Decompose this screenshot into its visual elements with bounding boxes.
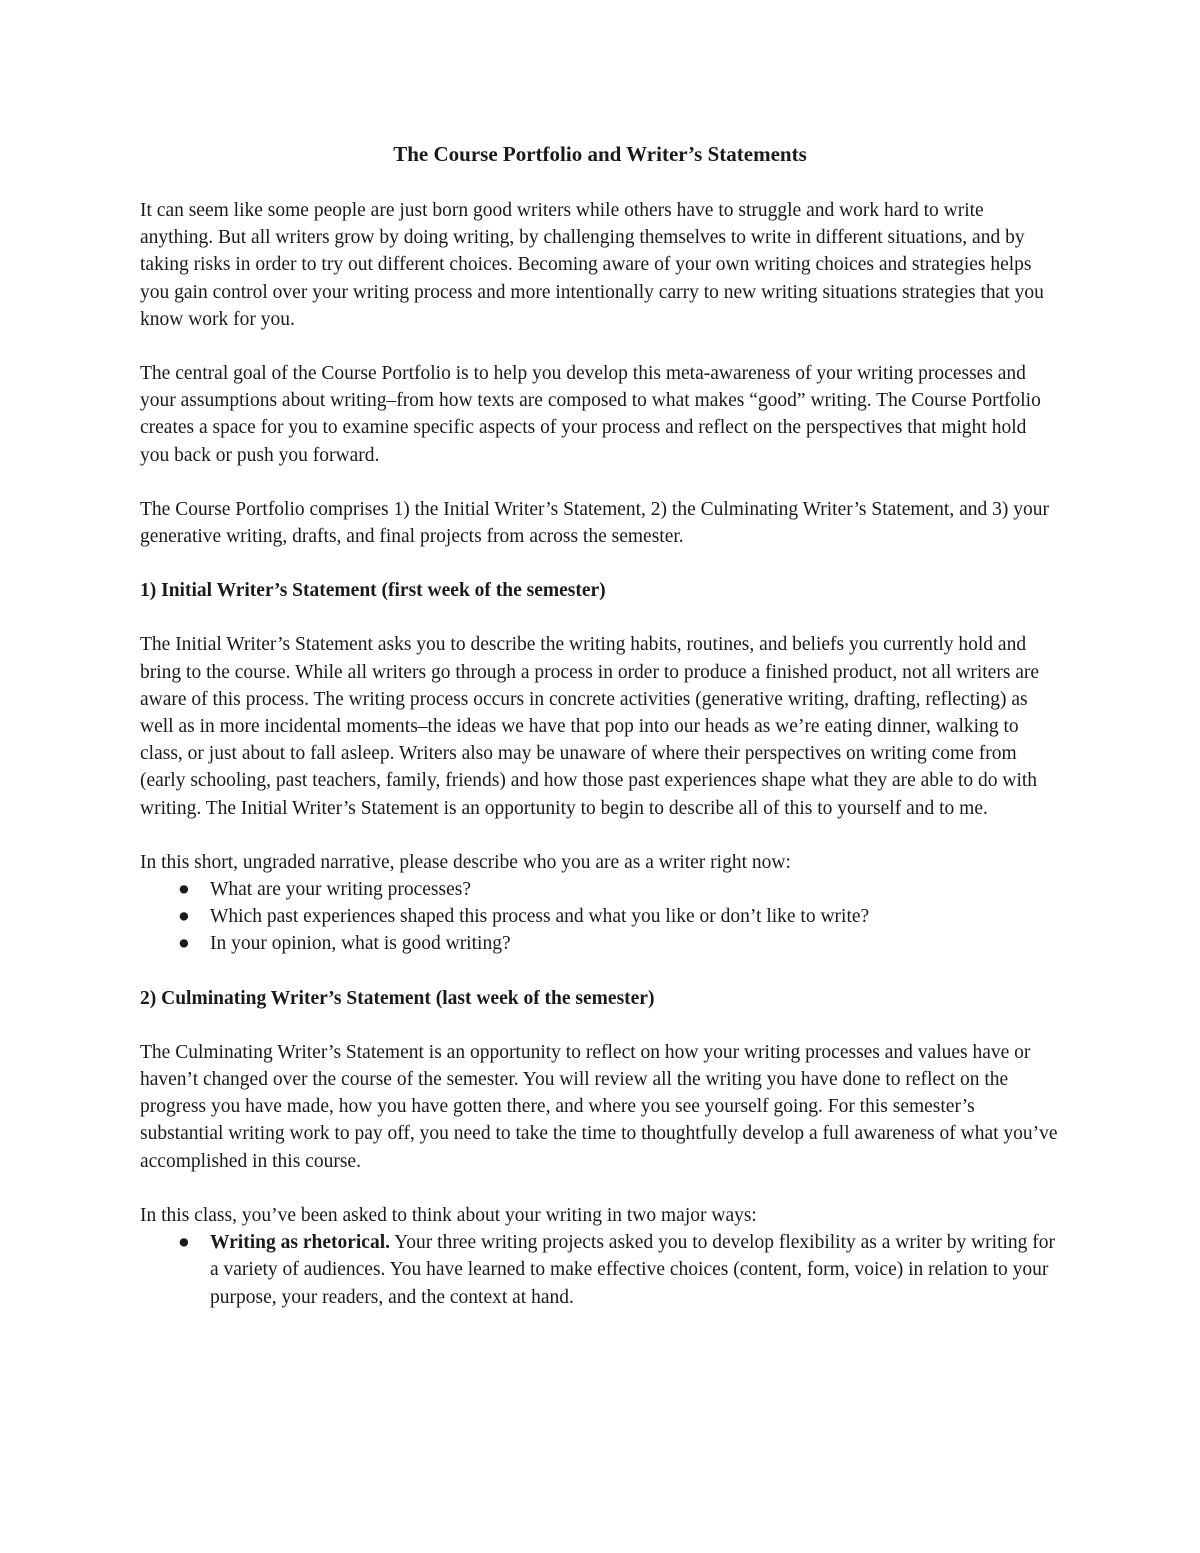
section-1-bullet-list bbox=[140, 876, 1060, 958]
section-2-paragraph: The Culminating Writer’s Statement is an opportunity to reflect on how your writing processes and values have or haven’t changed over the course of the semester. You will review all the writing you have done to reflect on the progress you have made, how you have gotten there, and where you see yourself going. For this semester’s substantial writing work to pay off, you need to take the time to thoughtfully develop a full awareness of what you’ve accomplished in this course. bbox=[140, 1041, 1058, 1172]
bullet-icon: ● bbox=[178, 933, 190, 955]
list-item bbox=[140, 1229, 1060, 1311]
list-item-text: In your opinion, what is good writing? bbox=[210, 933, 511, 955]
intro-paragraph-2: The central goal of the Course Portfolio is to help you develop this meta-awareness of your writing processes and your assumptions about writing–from how texts are composed to what makes “good” writing. The Course Portfolio creates a space for you to examine specific aspects of your process and reflect on the perspectives that might hold you back or push you forward. bbox=[140, 363, 1041, 466]
list-item bbox=[140, 930, 1060, 957]
list-item bbox=[140, 876, 1060, 903]
section-2-heading: 2) Culminating Writer’s Statement (last week of the semester) bbox=[140, 987, 655, 1009]
section-1-lead: In this short, ungraded narrative, please describe who you are as a writer right now: bbox=[140, 851, 791, 873]
list-item-text: Which past experiences shaped this process and what you like or don’t like to write? bbox=[210, 906, 870, 928]
section-1-heading: 1) Initial Writer’s Statement (first week of the semester) bbox=[140, 580, 606, 602]
section-2-lead: In this class, you’ve been asked to think about your writing in two major ways: bbox=[140, 1204, 757, 1226]
list-item bbox=[140, 903, 1060, 930]
page-title: The Course Portfolio and Writer’s Statements bbox=[393, 142, 807, 166]
list-item-term: Writing as rhetorical. bbox=[210, 1232, 390, 1254]
bullet-icon: ● bbox=[178, 879, 190, 901]
bullet-icon: ● bbox=[178, 906, 190, 928]
document-page bbox=[140, 140, 1060, 1338]
intro-paragraph-3: The Course Portfolio comprises 1) the Initial Writer’s Statement, 2) the Culminating Writer’s Statement, and 3) your generative writing, drafts, and final projects from across the semester. bbox=[140, 498, 1049, 548]
section-2-bullet-list bbox=[140, 1229, 1060, 1311]
intro-paragraph-1: It can seem like some people are just born good writers while others have to struggle and work hard to write anything. But all writers grow by doing writing, by challenging themselves to write in different situations, and by taking risks in order to try out different choices. Becoming aware of your own writing choices and strategies helps you gain control over your writing process and more intentionally carry to new writing situations strategies that you know work for you. bbox=[140, 200, 1044, 330]
list-item-text: What are your writing processes? bbox=[210, 879, 471, 901]
section-1-paragraph: The Initial Writer’s Statement asks you to describe the writing habits, routines, and beliefs you currently hold and bring to the course. While all writers go through a process in order to produce a finished product, not all writers are aware of this process. The writing process occurs in concrete activities (generative writing, drafting, reflecting) as well as in more incidental moments–the ideas we have that pop into our heads as we’re eating dinner, walking to class, or just about to fall asleep. Writers also may be unaware of where their perspectives on writing come from (early schooling, past teachers, family, friends) and how those past experiences shape what they are able to do with writing. The Initial Writer’s Statement is an opportunity to begin to describe all of this to yourself and to me. bbox=[140, 634, 1040, 819]
bullet-icon: ● bbox=[178, 1232, 190, 1254]
list-item-text: Your three writing projects asked you to develop flexibility as a writer by writing for a variety of audiences. You have learned to make effective choices (content, form, voice) in relation to your purpose, your readers, and the context at hand. bbox=[210, 1232, 1056, 1308]
